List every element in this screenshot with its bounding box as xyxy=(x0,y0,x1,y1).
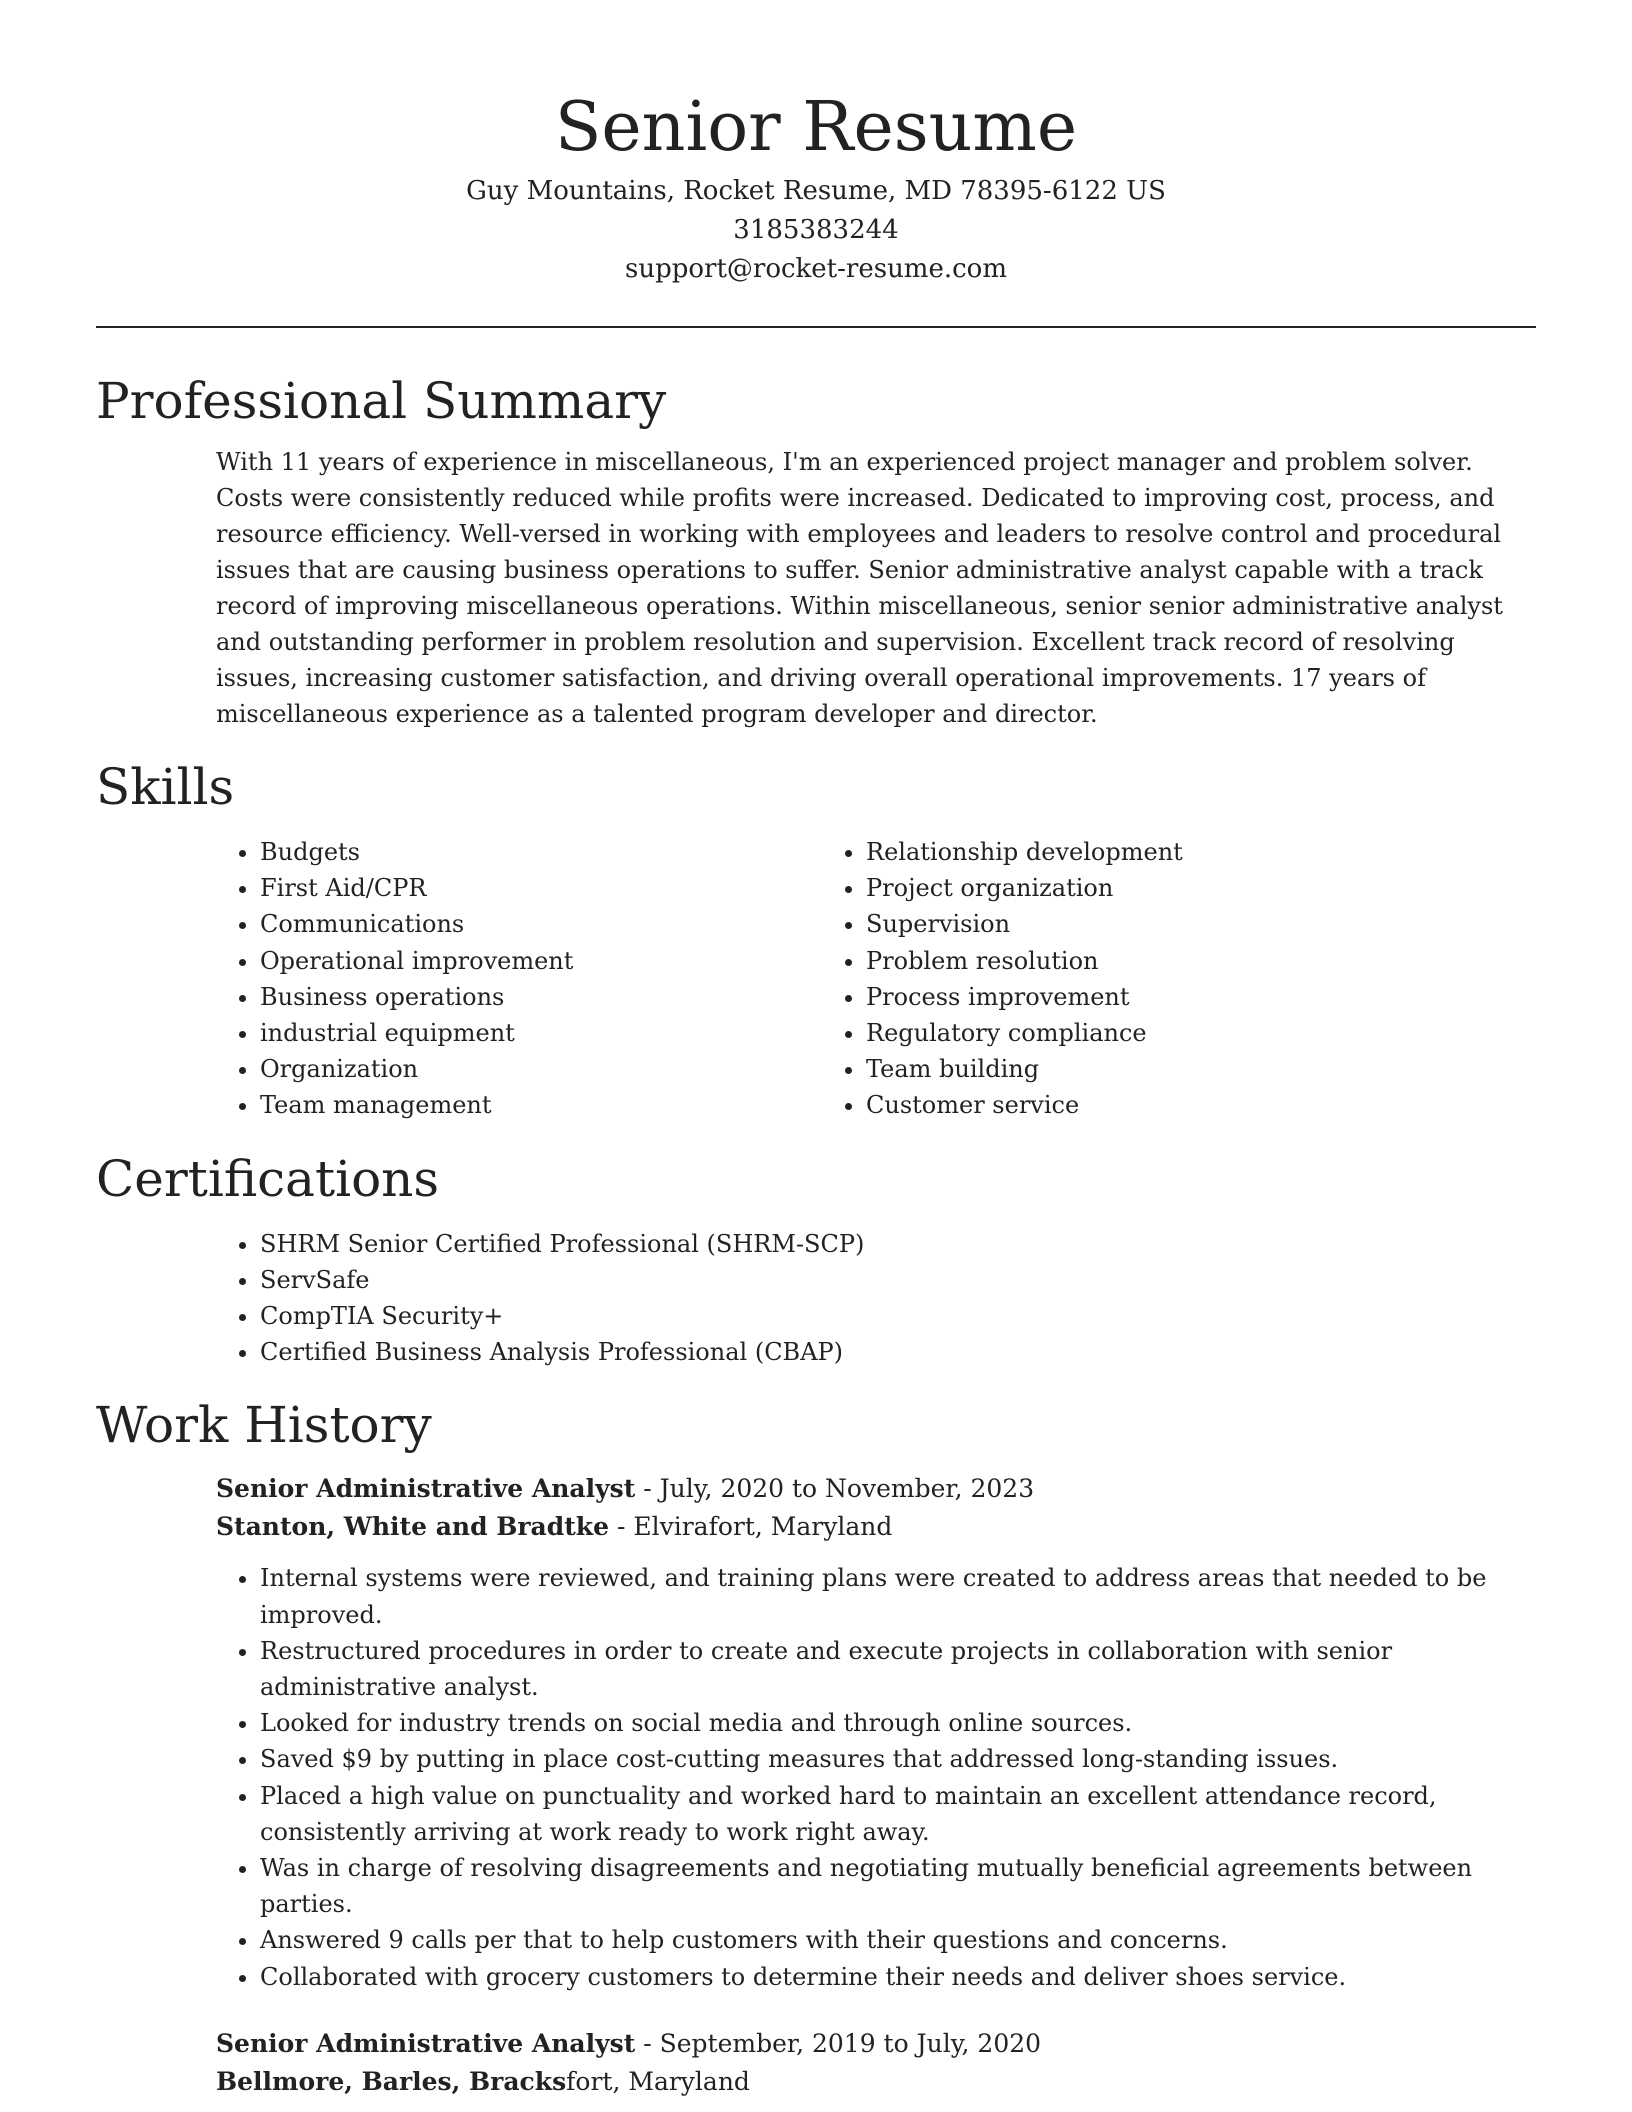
email: support@rocket-resume.com xyxy=(624,254,1007,284)
job-bullet: • Collaborated with grocery customers to determine their needs and deliver shoes service. xyxy=(260,1959,1536,1995)
skill-item: • Communications xyxy=(260,906,822,942)
skill-item: • industrial equipment xyxy=(260,1015,822,1051)
work-history-title: Work History xyxy=(96,1396,432,1455)
certification-item: • SHRM Senior Certified Professional (SHRM-SCP) xyxy=(260,1226,1536,1262)
job-company-line xyxy=(216,2063,1536,2101)
job-bullet: • Looked for industry trends on social media and through online sources. xyxy=(260,1705,1536,1741)
phone: 3185383244 xyxy=(733,215,899,245)
summary-text: With 11 years of experience in miscellaneous, I'm an experienced project manager and problem solver. Costs were consistently reduced while profits were increased. Dedicated to improving cost, process, and resource efficiency. Well-versed in working with employees and leaders to resolve control and procedural issues that are causing business operations to suffer. Senior administrative analyst capable with a track record of improving miscellaneous operations. Within miscellaneous, senior senior administrative analyst and outstanding performer in problem resolution and supervision. Excellent track record of resolving issues, increasing customer satisfaction, and driving overall operational improvements. 17 years of miscellaneous experience as a talented program developer and director. xyxy=(216,448,1503,728)
skills-left-column xyxy=(216,834,822,1124)
skill-item: • Customer service xyxy=(866,1087,1428,1123)
skill-item: • Team management xyxy=(260,1087,822,1123)
job-company: Bellmore, Barles, Bracks xyxy=(216,2066,567,2096)
resume-name: Senior Resume xyxy=(554,88,1078,167)
job-location: - Elvirafort, Maryland xyxy=(609,1512,893,1542)
job-company-line xyxy=(216,1508,1536,1546)
job-role: Senior Administrative Analyst xyxy=(216,2028,636,2058)
job-role: Senior Administrative Analyst xyxy=(216,1474,636,1504)
job-company: Stanton, White and Bradtke xyxy=(216,1512,610,1542)
skill-item: • Business operations xyxy=(260,979,822,1015)
certification-item: • ServSafe xyxy=(260,1262,1536,1298)
job-entry xyxy=(216,1470,1536,1994)
certification-item: • Certified Business Analysis Professional (CBAP) xyxy=(260,1334,1536,1370)
job-bullet: • Saved $9 by putting in place cost-cutting measures that addressed long-standing issues. xyxy=(260,1741,1536,1777)
contact-info xyxy=(96,172,1536,289)
job-bullet: • Restructured procedures in order to create and execute projects in collaboration with senior administrative analyst. xyxy=(260,1633,1536,1705)
certifications-title: Certifications xyxy=(96,1149,440,1208)
skill-item: • Supervision xyxy=(866,906,1428,942)
job-role-line xyxy=(216,2025,1536,2063)
skills-columns xyxy=(216,834,1536,1124)
summary-section xyxy=(96,368,1536,732)
job-dates: - July, 2020 to November, 2023 xyxy=(635,1474,1035,1504)
job-location: fort, Maryland xyxy=(566,2066,750,2096)
resume-page xyxy=(96,0,1536,2101)
skills-section xyxy=(96,754,1536,1124)
skill-item: • Regulatory compliance xyxy=(866,1015,1428,1051)
address: Guy Mountains, Rocket Resume, MD 78395-6122 US xyxy=(466,176,1166,206)
skill-item: • Problem resolution xyxy=(866,943,1428,979)
certification-item: • CompTIA Security+ xyxy=(260,1298,1536,1334)
job-bullet: • Placed a high value on punctuality and worked hard to maintain an excellent attendance record, consistently arriving at work ready to work right away. xyxy=(260,1778,1536,1850)
certifications-list xyxy=(216,1226,1536,1371)
resume-header xyxy=(96,0,1536,289)
skill-item: • Organization xyxy=(260,1051,822,1087)
summary-title: Professional Summary xyxy=(96,372,667,430)
skill-item: • Project organization xyxy=(866,870,1428,906)
certifications-section xyxy=(96,1146,1536,1371)
skill-item: • Operational improvement xyxy=(260,943,822,979)
skill-item: • Budgets xyxy=(260,834,822,870)
job-role-line xyxy=(216,1470,1536,1508)
job-bullet: • Was in charge of resolving disagreements and negotiating mutually beneficial agreements between parties. xyxy=(260,1850,1536,1922)
skill-item: • Process improvement xyxy=(866,979,1428,1015)
job-bullet: • Internal systems were reviewed, and training plans were created to address areas that needed to be improved. xyxy=(260,1560,1536,1632)
job-entry xyxy=(216,2025,1536,2101)
skill-item: • Relationship development xyxy=(866,834,1428,870)
skills-right-column xyxy=(822,834,1428,1124)
job-bullet: • Answered 9 calls per that to help customers with their questions and concerns. xyxy=(260,1922,1536,1958)
job-dates: - September, 2019 to July, 2020 xyxy=(635,2028,1042,2058)
work-history-section xyxy=(96,1392,1536,2100)
skills-title: Skills xyxy=(96,758,235,816)
skill-item: • First Aid/CPR xyxy=(260,870,822,906)
skill-item: • Team building xyxy=(866,1051,1428,1087)
header-divider xyxy=(96,326,1536,328)
job-bullets xyxy=(216,1560,1536,1994)
